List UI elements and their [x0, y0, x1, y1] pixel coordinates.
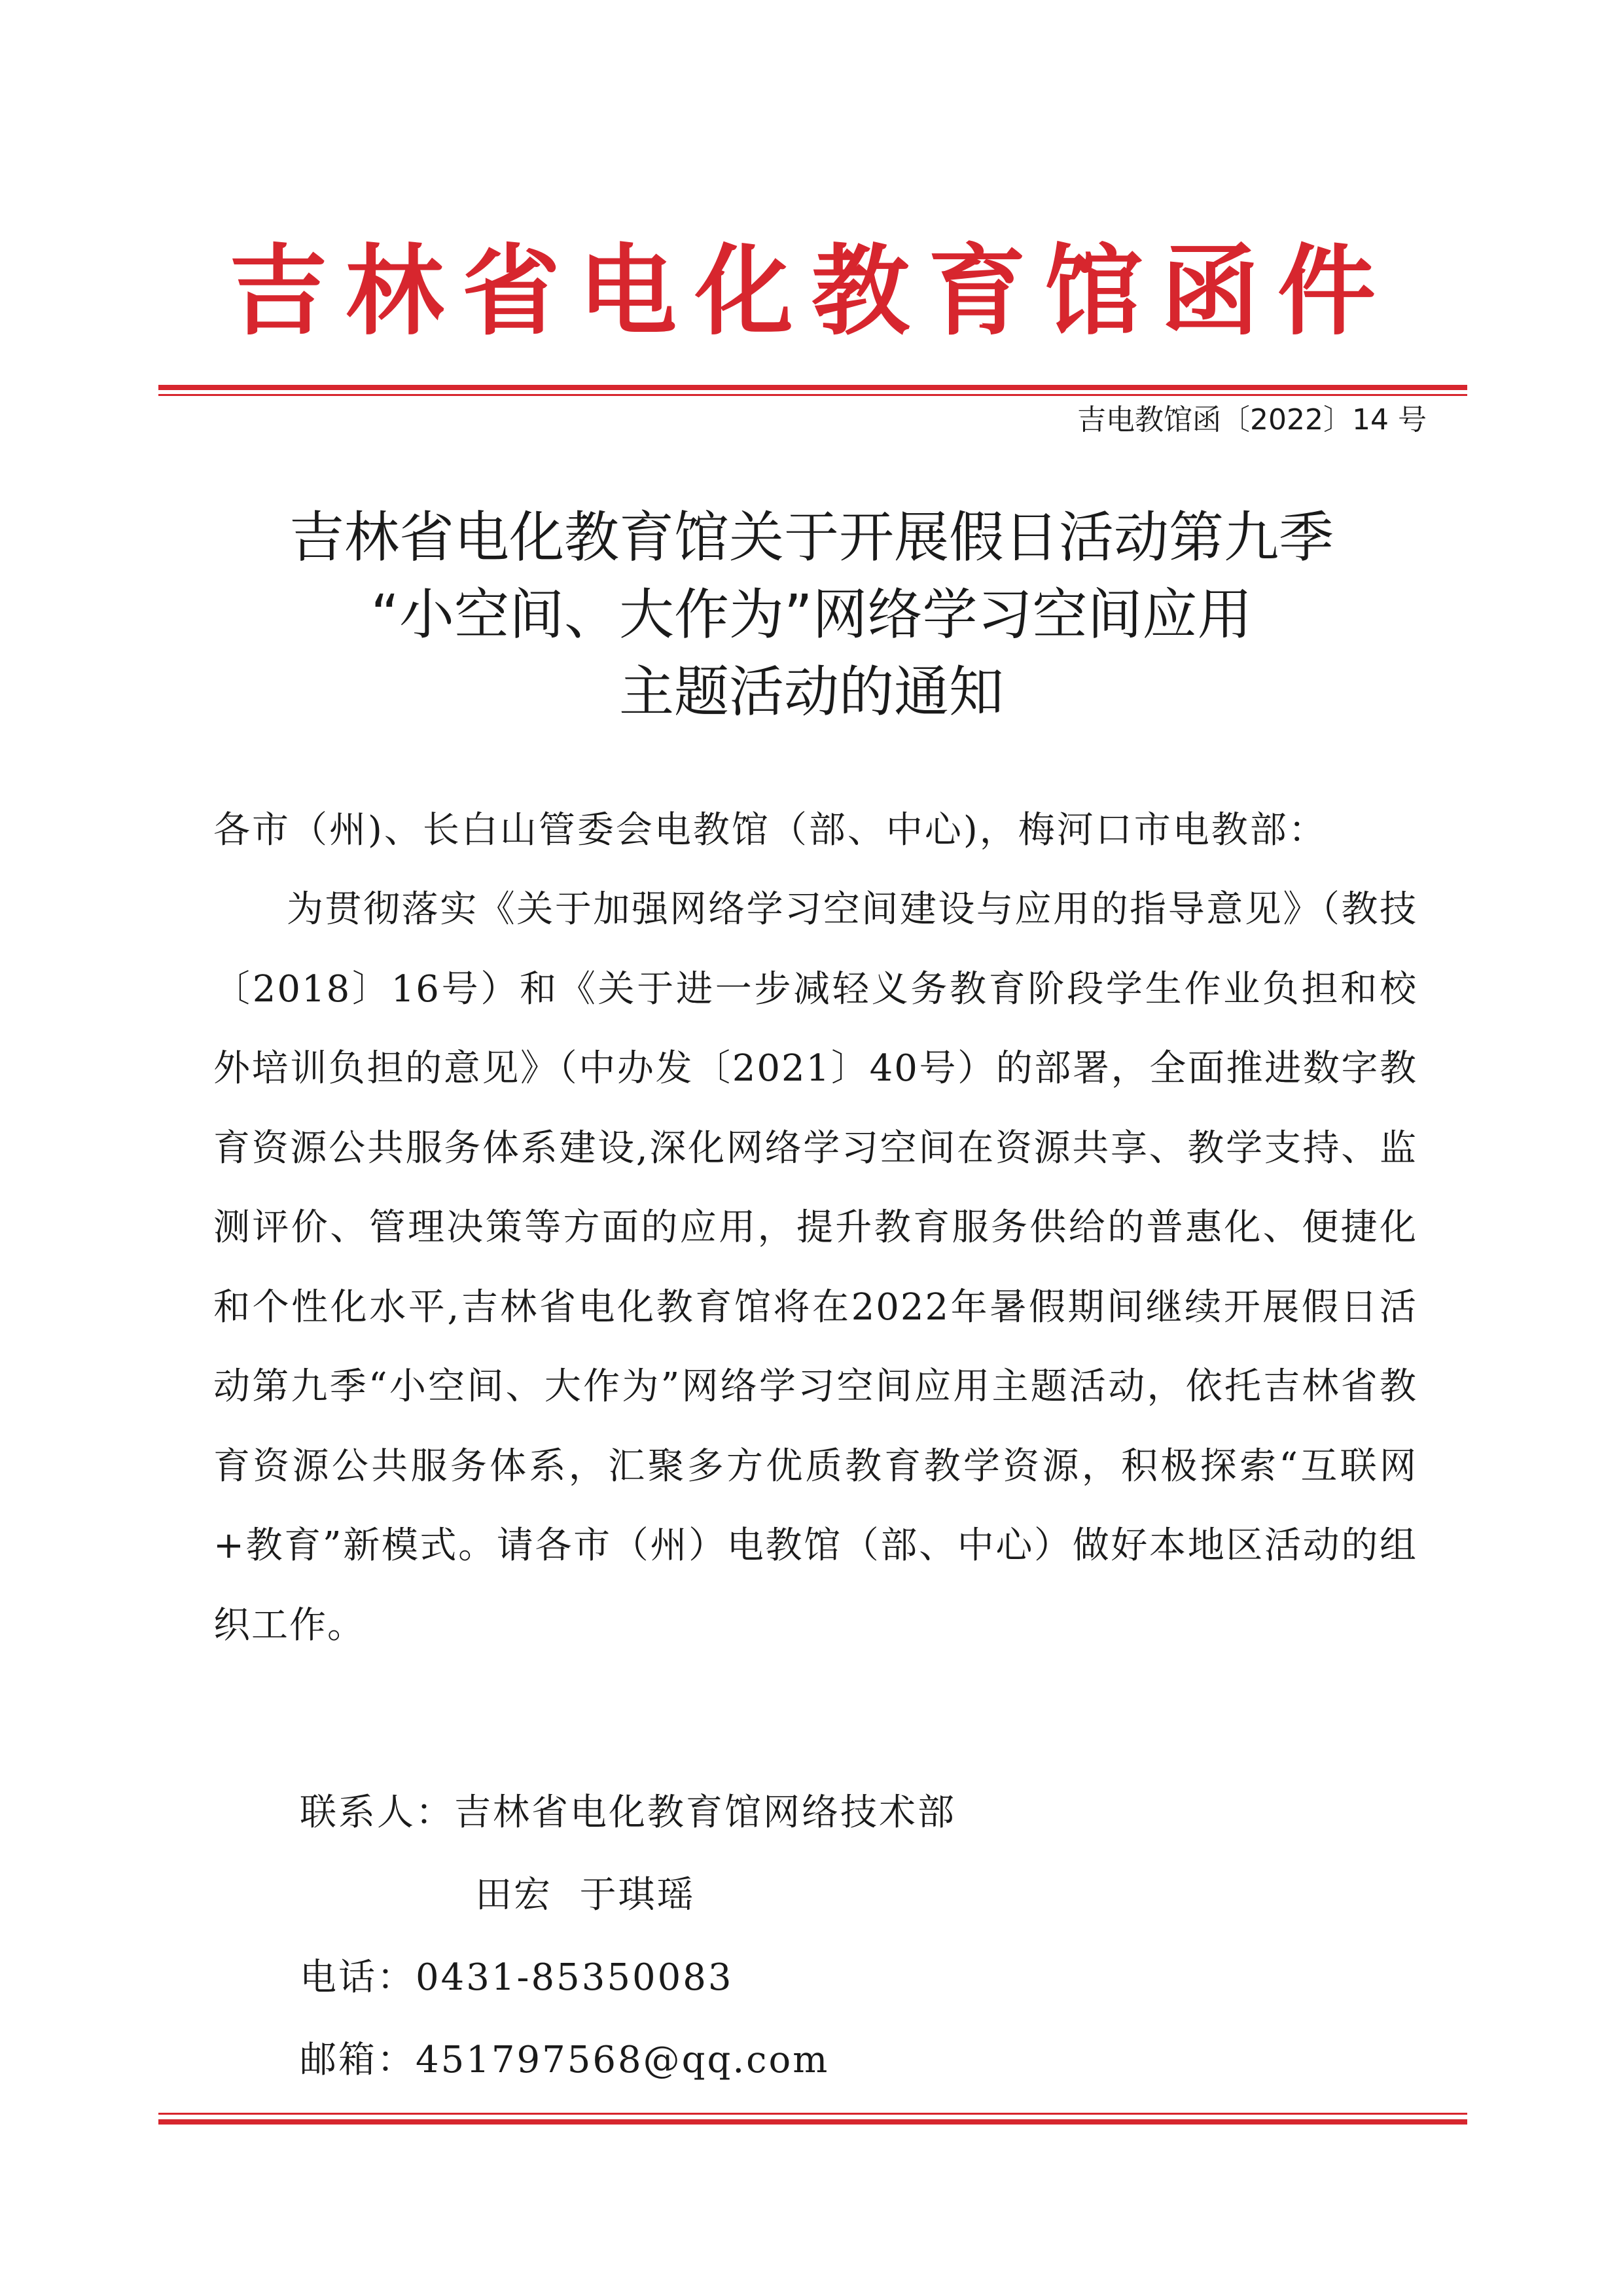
- phone-label: 电话：: [300, 1956, 416, 1999]
- title-line-2: “小空间、大作为”网络学习空间应用: [370, 583, 1253, 647]
- footer-rule-thick: [158, 2119, 1467, 2125]
- contact-department: 吉林省电化教育馆网络技术部: [454, 1791, 956, 1834]
- body-paragraph: 为贯彻落实《关于加强网络学习空间建设与应用的指导意见》（教技〔2018〕16号）和《关于进一步减轻义务教育阶段学生作业负担和校外培训负担的意见》（中办发〔2021〕40号）的部署，全面推进数字教育资源公共服务体系建设,深化网络学习空间在资源共享、教学支持、监测评价、管理决策等方面的应用，提升教育服务供给的普惠化、便捷化和个性化水平,吉林省电化教育馆将在2022年暑假期间继续开展假日活动第九季“小空间、大作为”网络学习空间应用主题活动，依托吉林省教育资源公共服务体系，汇聚多方优质教育教学资源，积极探索“互联网+教育”新模式。请各市（州）电教馆（部、中心）做好本地区活动的组织工作。: [213, 888, 1418, 1647]
- document-title: [0, 499, 1623, 730]
- title-line-3: 主题活动的通知: [618, 660, 1004, 724]
- phone-line: [300, 1958, 733, 1998]
- phone-number: 0431-85350083: [416, 1956, 734, 1999]
- header-rule-thick: [158, 385, 1467, 390]
- header-rule-thin: [158, 394, 1467, 396]
- contact-label: 联系人：: [300, 1791, 454, 1834]
- document-number: 吉电教馆函〔2022〕14 号: [1077, 403, 1427, 437]
- email-label: 邮箱：: [300, 2039, 416, 2081]
- salutation: 各市（州)、长白山管委会电教馆（部、中心)，梅河口市电教部：: [213, 809, 1327, 852]
- contact-names-line: [475, 1876, 696, 1915]
- email-address: 451797568@qq.com: [416, 2039, 830, 2081]
- letterhead-title: 吉林省电化教育馆函件: [228, 234, 1394, 349]
- title-line-1: 吉林省电化教育馆关于开展假日活动第九季: [289, 505, 1334, 569]
- contact-person-line: [300, 1793, 956, 1833]
- footer-rule-thin: [158, 2113, 1467, 2115]
- email-line: [300, 2041, 829, 2080]
- contact-names: 田宏 于琪瑶: [475, 1874, 696, 1916]
